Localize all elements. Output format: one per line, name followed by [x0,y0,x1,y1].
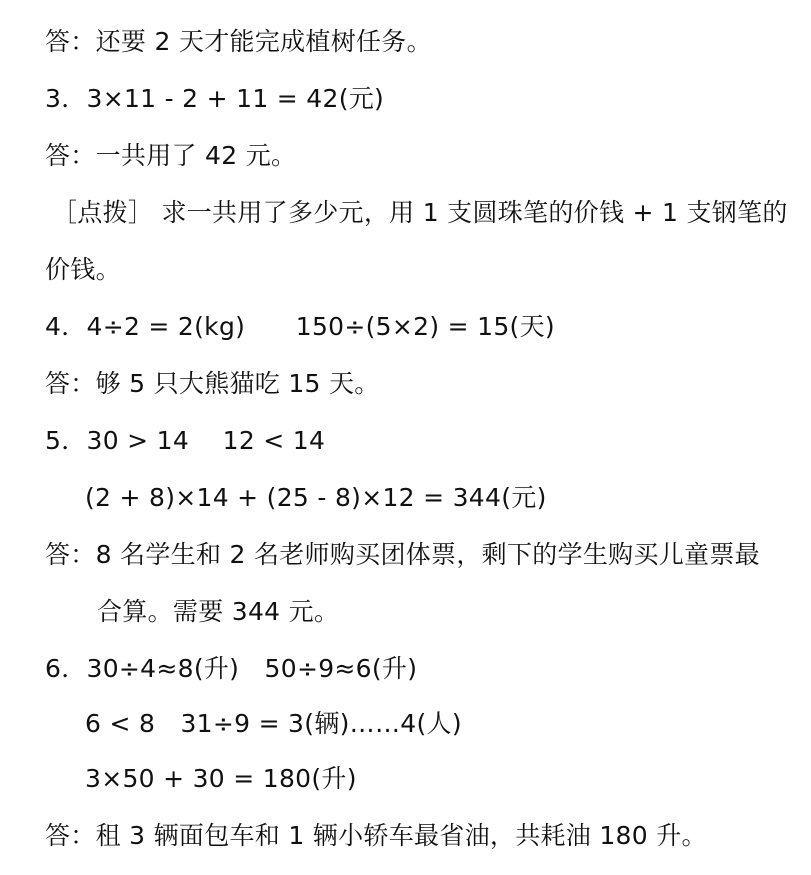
text-line-4: ［点拨］ 求一共用了多少元，用 1 支圆珠笔的价钱 + 1 支钢笔的 [52,198,788,227]
text-line-13: 6 < 8 31÷9 = 3(辆)……4(人) [85,709,462,738]
text-line-6: 4．4÷2 = 2(kg) 150÷(5×2) = 15(天) [45,312,555,341]
text-line-8: 5．30 > 14 12 < 14 [45,426,326,455]
text-line-5: 价钱。 [45,255,121,284]
text-line-7: 答：够 5 只大熊猫吃 15 天。 [45,369,380,398]
text-line-9: (2 + 8)×14 + (25 - 8)×12 = 344(元) [85,483,547,512]
text-line-10: 答：8 名学生和 2 名老师购买团体票，剩下的学生购买儿童票最 [45,540,760,569]
text-line-11: 合算。需要 344 元。 [97,597,340,626]
text-line-15: 答：租 3 辆面包车和 1 辆小轿车最省油，共耗油 180 升。 [45,821,707,850]
text-line-2: 3．3×11 - 2 + 11 = 42(元) [45,84,385,113]
text-line-3: 答：一共用了 42 元。 [45,141,297,170]
text-line-14: 3×50 + 30 = 180(升) [85,764,357,793]
text-line-1: 答：还要 2 天才能完成植树任务。 [45,27,432,56]
text-line-12: 6．30÷4≈8(升) 50÷9≈6(升) [45,654,418,683]
